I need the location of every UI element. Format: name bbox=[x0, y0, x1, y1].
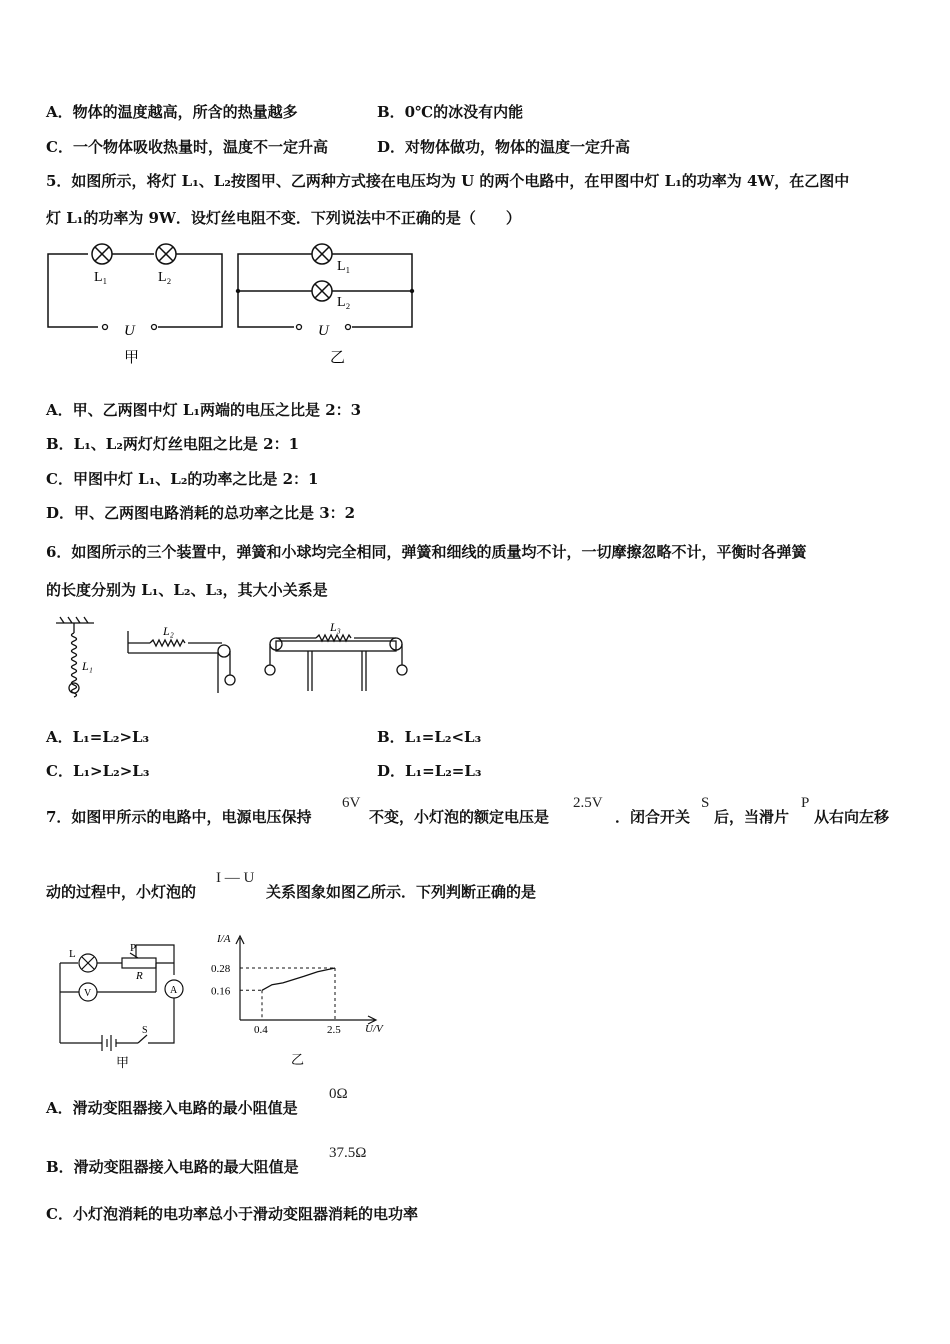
q7-option-a-value: 0Ω bbox=[329, 1086, 348, 1102]
yi-lamp2-label: L₂ bbox=[337, 295, 351, 310]
y-tick-0: 0.28 bbox=[211, 963, 231, 975]
q5-option-b: B．L₁、L₂两灯灯丝电阻之比是 2：1 bbox=[46, 435, 300, 453]
q7-sup-iu: I — U bbox=[216, 870, 255, 886]
q5-stem-line1: 5．如图所示，将灯 L₁、L₂按图甲、乙两种方式接在电压均为 U 的两个电路中，在甲图中灯 L₁的功率为 4W，在乙图中 bbox=[46, 172, 850, 190]
q7-stem-b: 不变，小灯泡的额定电压是 bbox=[369, 808, 550, 826]
q4-option-c: C．一个物体吸收热量时，温度不一定升高 bbox=[46, 138, 328, 156]
x-tick-0: 0.4 bbox=[254, 1024, 268, 1036]
q4-option-d: D．对物体做功，物体的温度一定升高 bbox=[377, 138, 631, 156]
y-tick-1: 0.16 bbox=[211, 985, 231, 998]
q5-option-c: C．甲图中灯 L₁、L₂的功率之比是 2：1 bbox=[46, 470, 319, 488]
q7-yi-caption: 乙 bbox=[291, 1052, 305, 1067]
q6-option-b: B．L₁=L₂<L₃ bbox=[377, 728, 482, 746]
q7-stem2-a: 动的过程中，小灯泡的 bbox=[46, 883, 197, 901]
spring-l1-label: L₁ bbox=[82, 659, 93, 673]
q7-stem-c: ．闭合开关 bbox=[615, 808, 691, 826]
q4-option-b: B．0℃的冰没有内能 bbox=[377, 103, 524, 121]
q7-circuit-jia bbox=[50, 935, 200, 1070]
q7-sup-25v: 2.5V bbox=[573, 795, 603, 811]
q6-stem-line1: 6．如图所示的三个装置中，弹簧和小球均完全相同，弹簧和细线的质量均不计，一切摩擦忽略不计，平衡时各弹簧 bbox=[46, 543, 807, 561]
q7-option-a: A．滑动变阻器接入电路的最小阻值是 bbox=[46, 1099, 298, 1117]
q7-lamp-label: L bbox=[69, 948, 76, 960]
y-axis-label: I/A bbox=[217, 933, 231, 945]
q7-stem-d: 后，当滑片 bbox=[714, 808, 790, 826]
yi-voltage-label: U bbox=[318, 323, 329, 339]
iu-curve bbox=[262, 968, 335, 990]
q7-sup-6v: 6V bbox=[342, 795, 361, 811]
spring-l3-label: L₃ bbox=[330, 620, 341, 634]
q7-rheostat-label: R bbox=[136, 970, 143, 982]
q7-iu-chart bbox=[205, 928, 395, 1068]
circuit-jia bbox=[48, 244, 222, 327]
device-pulley-spring bbox=[128, 631, 235, 693]
q5-stem-line2: 灯 L₁的功率为 9W．设灯丝电阻不变．下列说法中不正确的是（ ） bbox=[46, 209, 521, 227]
jia-lamp1-label: L₁ bbox=[94, 270, 108, 285]
jia-lamp2-label: L₂ bbox=[158, 270, 172, 285]
q5-option-d: D．甲、乙两图电路消耗的总功率之比是 3：2 bbox=[46, 504, 356, 522]
q7-stem-e: 从右向左移 bbox=[814, 808, 890, 826]
q7-sup-p: P bbox=[801, 795, 810, 811]
q7-slider-label: P bbox=[130, 942, 137, 954]
device-two-pulley-spring bbox=[265, 635, 407, 691]
q7-sup-s: S bbox=[701, 795, 710, 811]
q6-option-d: D．L₁=L₂=L₃ bbox=[377, 762, 482, 780]
q4-option-a: A．物体的温度越高，所含的热量越多 bbox=[46, 103, 298, 121]
q7-stem2-b: 关系图象如图乙所示．下列判断正确的是 bbox=[266, 883, 537, 901]
q6-option-c: C．L₁>L₂>L₃ bbox=[46, 762, 150, 780]
circuit-yi bbox=[238, 244, 412, 327]
q5-option-a: A．甲、乙两图中灯 L₁两端的电压之比是 2：3 bbox=[46, 401, 362, 419]
jia-caption: 甲 bbox=[124, 350, 140, 366]
q7-voltmeter-label: V bbox=[84, 988, 92, 999]
q6-stem-line2: 的长度分别为 L₁、L₂、L₃，其大小关系是 bbox=[46, 581, 328, 599]
q7-stem-a: 7．如图甲所示的电路中，电源电压保持 bbox=[46, 808, 312, 826]
jia-voltage-label: U bbox=[124, 323, 135, 339]
x-axis-label: U/V bbox=[365, 1023, 383, 1035]
q7-option-b-value: 37.5Ω bbox=[329, 1145, 367, 1161]
q7-option-c: C．小灯泡消耗的电功率总小于滑动变阻器消耗的电功率 bbox=[46, 1205, 418, 1223]
q7-ammeter-label: A bbox=[170, 985, 178, 996]
yi-caption: 乙 bbox=[330, 350, 346, 366]
q7-jia-caption: 甲 bbox=[116, 1055, 130, 1070]
q7-switch-label: S bbox=[142, 1025, 148, 1036]
q6-spring-figure bbox=[50, 615, 420, 700]
q6-option-a: A．L₁=L₂>L₃ bbox=[46, 728, 150, 746]
q5-circuit-figure bbox=[40, 238, 430, 368]
device-hanging-spring bbox=[56, 617, 94, 697]
yi-lamp1-label: L₁ bbox=[337, 259, 351, 274]
q7-option-b: B．滑动变阻器接入电路的最大阻值是 bbox=[46, 1158, 299, 1176]
spring-l2-label: L₂ bbox=[163, 624, 174, 638]
x-tick-1: 2.5 bbox=[327, 1024, 341, 1036]
